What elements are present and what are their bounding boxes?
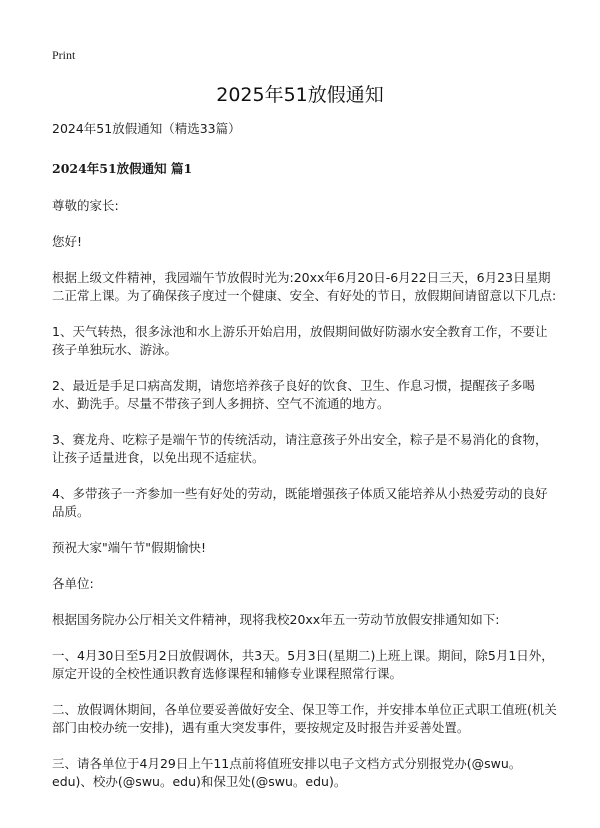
- document-body: [52, 120, 558, 809]
- paragraph-notice-2: 二、放假调休期间，各单位要妥善做好安全、保卫等工作，并安排本单位正式职工值班(机关部门由校办统一安排)，遇有重大突发事件，要按规定及时报告并妥善处置。: [52, 702, 557, 735]
- paragraph-intro: 根据上级文件精神，我园端午节放假时光为:20xx年6月20日-6月22日三天，6月23日星期二正常上课。为了确保孩子度过一个健康、安全、有好处的节日，放假期间请留意以下几点:: [52, 270, 557, 303]
- paragraph-item-4: 4、多带孩子一齐参加一些有好处的劳动，既能增强孩子体质又能培养从小热爱劳动的良好品质。: [52, 486, 548, 519]
- paragraph-item-1: 1、天气转热，很多泳池和水上游乐开始启用，放假期间做好防溺水安全教育工作，不要让孩子单独玩水、游泳。: [52, 324, 548, 357]
- paragraph-notice-1: 一、4月30日至5月2日放假调休，共3天。5月3日(星期二)上班上课。期间，除5月1日外，原定开设的全校性通识教育选修课程和辅修专业课程照常行课。: [52, 648, 554, 681]
- print-link[interactable]: Print: [52, 48, 76, 62]
- paragraph-wishes: 预祝大家"端午节"假期愉快!: [52, 540, 207, 555]
- paragraph-notice-intro: 根据国务院办公厅相关文件精神，现将我校20xx年五一劳动节放假安排通知如下:: [52, 612, 500, 627]
- document-title: 2025年51放假通知: [216, 84, 384, 106]
- section-heading: 2024年51放假通知 篇1: [52, 161, 193, 176]
- document-subtitle: 2024年51放假通知（精选33篇）: [52, 121, 241, 136]
- paragraph-hello: 您好!: [52, 234, 83, 249]
- paragraph-item-2: 2、最近是手足口病高发期，请您培养孩子良好的饮食、卫生、作息习惯，提醒孩子多喝水、勤洗手。尽量不带孩子到人多拥挤、空气不流通的地方。: [52, 378, 535, 411]
- paragraph-greeting: 尊敬的家长:: [52, 198, 119, 213]
- paragraph-notice-3: 三、请各单位于4月29日上午11点前将值班安排以电子文档方式分别报党办(@swu。edu)、校办(@swu。edu)和保卫处(@swu。edu)。: [52, 756, 522, 789]
- paragraph-recipients: 各单位:: [52, 576, 94, 591]
- paragraph-item-3: 3、赛龙舟、吃粽子是端午节的传统活动，请注意孩子外出安全，粽子是不易消化的食物，让孩子适量进食，以免出现不适症状。: [52, 432, 548, 465]
